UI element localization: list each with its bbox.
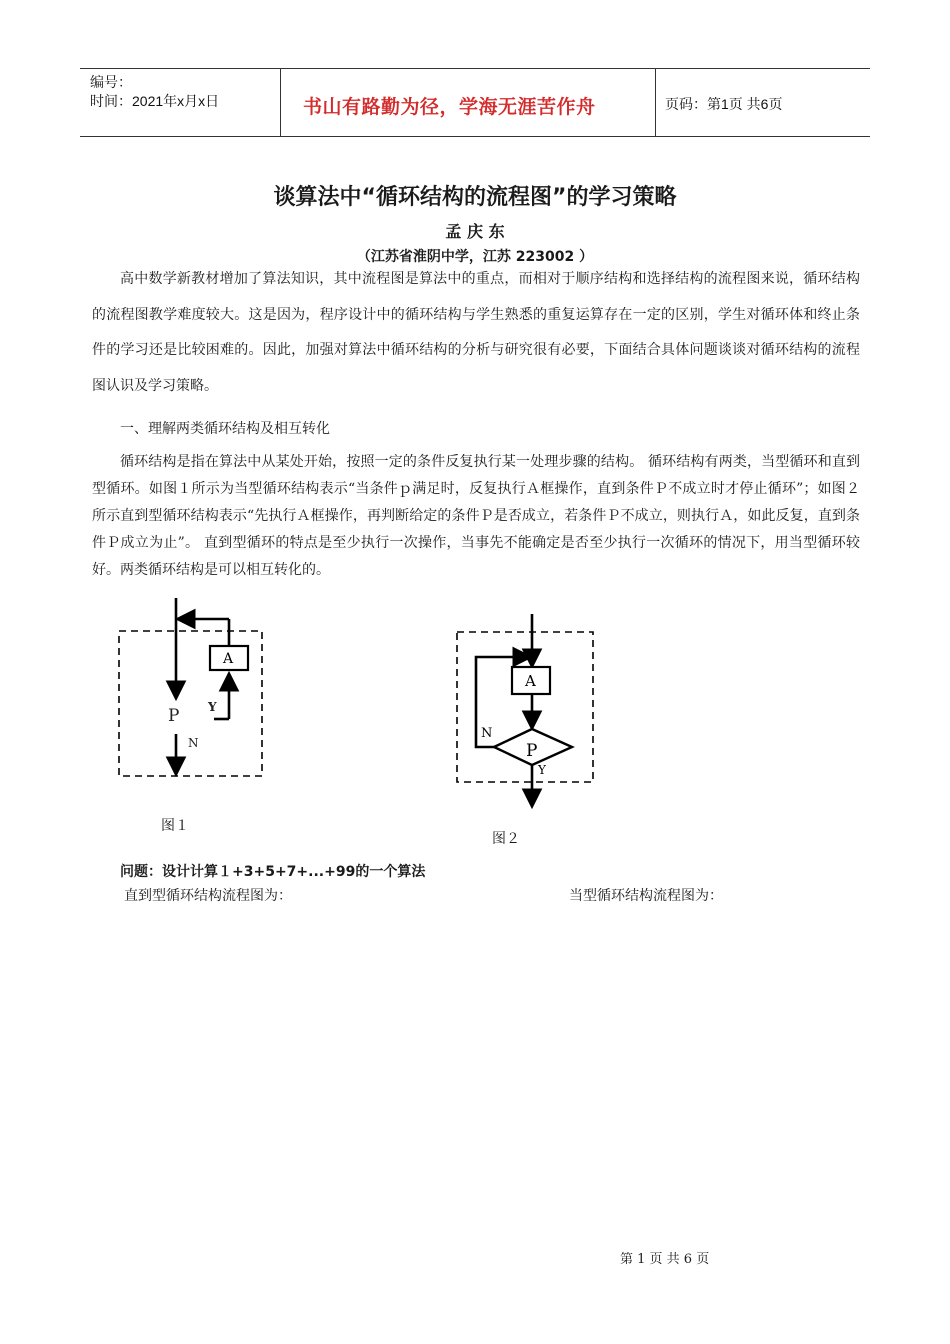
- until-type-label: 直到型循环结构流程图为：: [124, 888, 292, 904]
- header-motto: 书山有路勤为径，学海无涯苦作舟: [303, 96, 596, 118]
- header-bottom-rule: [80, 136, 870, 137]
- header-top-rule: [80, 68, 870, 69]
- section1-heading: 一、理解两类循环结构及相互转化: [120, 421, 330, 437]
- figure1-while-loop-diagram: [110, 596, 280, 796]
- figure1-no-label: N: [188, 736, 199, 750]
- footer-page-number: 第 1 页 共 6 页: [620, 1252, 710, 1267]
- article-affiliation: （江苏省淮阴中学，江苏 223002 ）: [356, 249, 594, 265]
- figure2-until-loop-diagram: [448, 612, 608, 812]
- header-page-info: 页码：第1页 共6页: [665, 96, 783, 112]
- section1-paragraph: 循环结构是指在算法中从某处开始，按照一定的条件反复执行某一处理步骤的结构。 循环结构有两类，当型循环和直到型循环。如图１所示为当型循环结构表示“当条件ｐ满足时，反复执行Ａ框操作，直到条件Ｐ不成立时才停止循环”；如图２所示直到型循环结构表示“先执行Ａ框操作，再判断给定的条件Ｐ是否成立，若条件Ｐ不成立，则执行Ａ，如此反复，直到条件Ｐ成立为止”。 直到型循环的特点是至少执行一次操作，当事先不能确定是否至少执行一次循环的情况下，用当型循环较好。两类循环结构是可以相互转化的。: [92, 454, 860, 578]
- article-author: 孟 庆 东: [445, 222, 505, 241]
- figure1-process-label: A: [223, 651, 234, 667]
- problem-statement: 问题：设计计算１+3+5+7+...+99的一个算法: [120, 864, 426, 880]
- document-time-label: 时间：2021年x月x日: [90, 93, 220, 109]
- figure2-no-label: N: [481, 726, 493, 741]
- intro-paragraph: 高中数学新教材增加了算法知识，其中流程图是算法中的重点，而相对于顺序结构和选择结构的流程图来说，循环结构的流程图教学难度较大。这是因为，程序设计中的循环结构与学生熟悉的重复运算存在一定的区别，学生对循环体和终止条件的学习还是比较困难的。因此，加强对算法中循环结构的分析与研究很有必要，下面结合具体问题谈谈对循环结构的流程图认识及学习策略。: [92, 271, 860, 394]
- figure2-caption: 图２: [492, 831, 520, 847]
- figure1-condition-label: P: [168, 706, 180, 726]
- header-divider-2: [655, 68, 656, 136]
- figure2-yes-label: Y: [538, 763, 546, 777]
- figure1-caption: 图１: [161, 818, 189, 834]
- header-divider-1: [280, 68, 281, 136]
- document-number-label: 编号：: [90, 74, 132, 90]
- figure2-process-label: A: [525, 672, 536, 690]
- figure2-condition-label: P: [526, 741, 538, 761]
- article-title: 谈算法中“循环结构的流程图”的学习策略: [273, 185, 677, 210]
- while-type-label: 当型循环结构流程图为：: [569, 888, 723, 904]
- figure1-yes-label: Y: [208, 700, 217, 714]
